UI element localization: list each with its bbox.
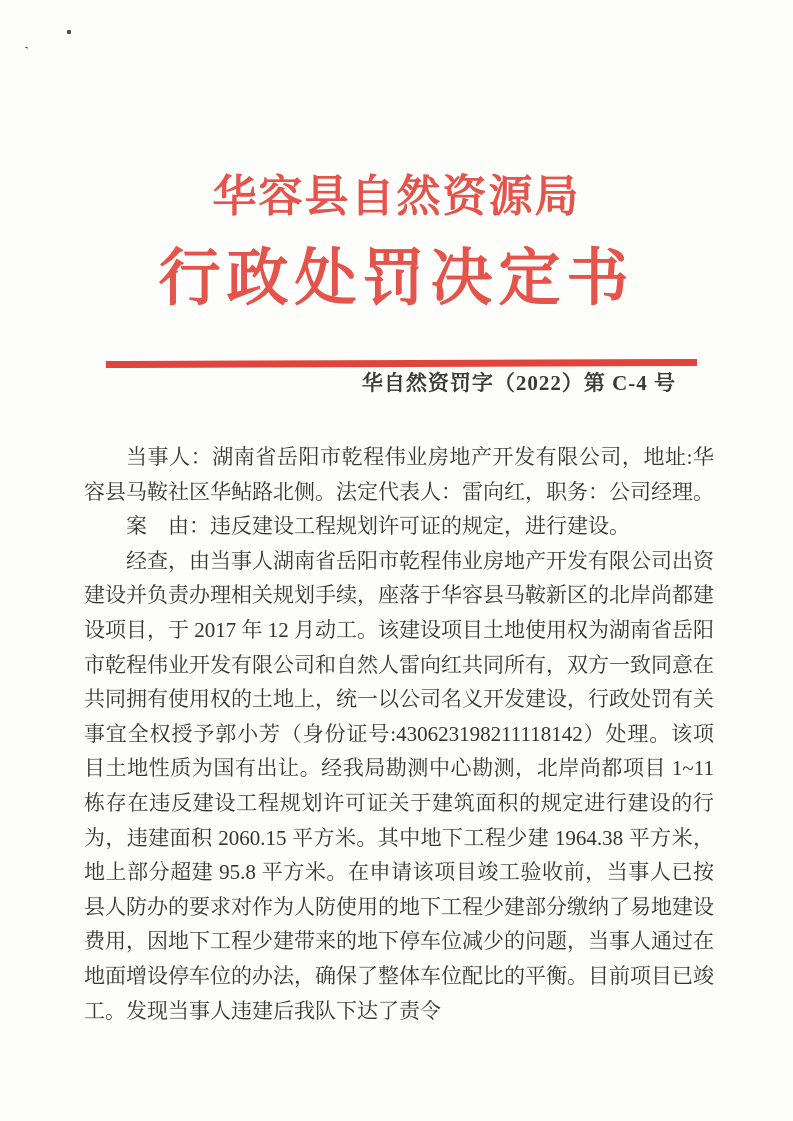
scan-speck-dot: [67, 30, 71, 34]
paragraph-findings: 经查，由当事人湖南省岳阳市乾程伟业房地产开发有限公司出资建设并负责办理相关规划手续，座落于华容县马鞍新区的北岸尚都建设项目，于 2017 年 12 月动工。该建设项目土地使用权为湖南省岳阳市乾程伟业开发有限公司和自然人雷向红共同所有，双方一致同意在共同拥有使用权的土地上，统一以公司名义开发建设，行政处罚有关事宜全权授予郭小芳（身份证号:430623198211118142）处理。该项目土地性质为国有出让。经我局勘测中心勘测，北岸尚都项目 1~11 栋存在违反建设工程规划许可证关于建筑面积的规定进行建设的行为，违建面积 2060.15 平方米。其中地下工程少建 1964.38 平方米，地上部分超建 95.8 平方米。在申请该项目竣工验收前，当事人已按县人防办的要求对作为人防使用的地下工程少建部分缴纳了易地建设费用，因地下工程少建带来的地下停车位减少的问题，当事人通过在地面增设停车位的办法，确保了整体车位配比的平衡。目前项目已竣工。发现当事人违建后我队下达了责令: [84, 548, 714, 1023]
agency-title: 华容县自然资源局: [212, 172, 581, 221]
paragraph-parties: 当事人：湖南省岳阳市乾程伟业房地产开发有限公司，地址:华容县马鞍社区华鲇路北侧。法定代表人：雷向红，职务：公司经理。: [84, 445, 714, 504]
document-body: [84, 440, 714, 1028]
scan-speck-tick: `: [23, 44, 33, 61]
document-number: 华自然资罚字（2022）第 C-4 号: [361, 371, 676, 395]
paragraph-cause: 案 由：违反建设工程规划许可证的规定，进行建设。: [126, 514, 630, 539]
document-title: 行政处罚决定书: [158, 245, 635, 313]
